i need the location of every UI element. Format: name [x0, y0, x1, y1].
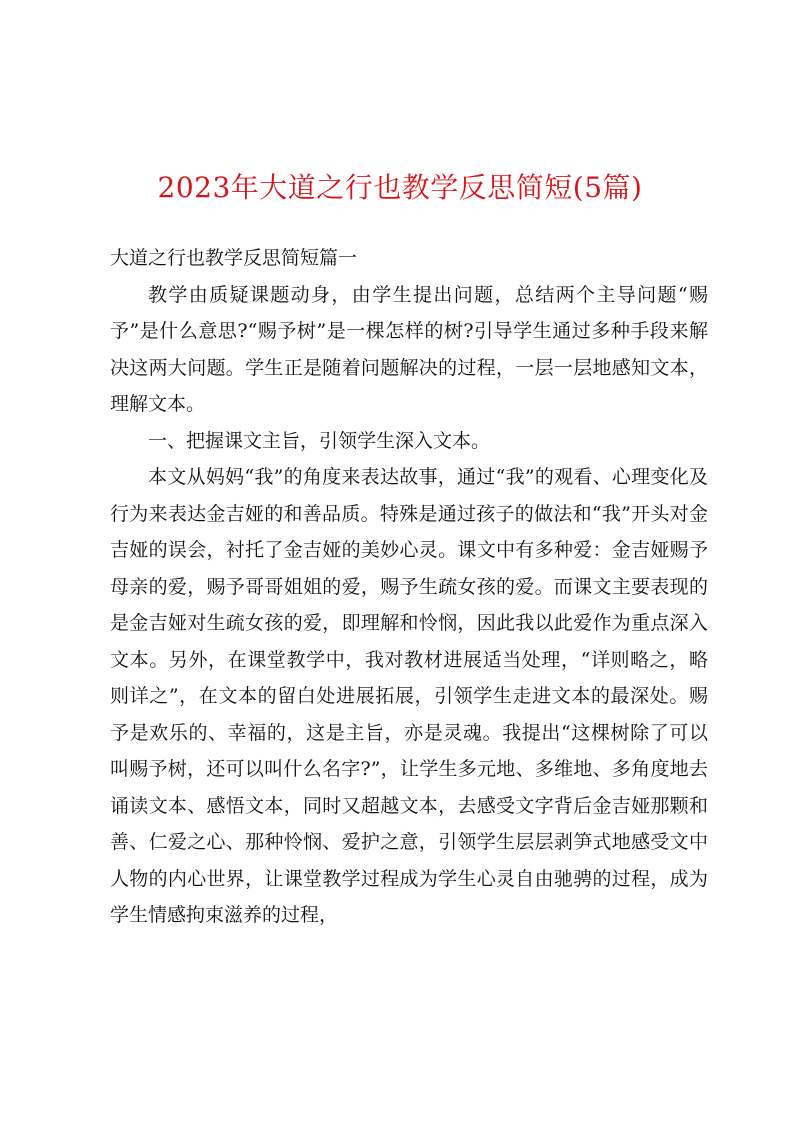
document-body — [110, 240, 708, 934]
document-title: 2023年大道之行也教学反思简短(5篇) — [157, 171, 643, 204]
paragraph-point-one: 一、把握课文主旨，引领学生深入文本。 — [148, 429, 491, 452]
paragraph-analysis: 本文从妈妈“我”的角度来表达故事，通过“我”的观看、心理变化及行为来表达金吉娅的和善品质。特殊是通过孩子的做法和“我”开头对金吉娅的误会，衬托了金吉娅的美妙心灵。课文中有多种爱：金吉娅赐予母亲的爱，赐予哥哥姐姐的爱，赐予生疏女孩的爱。而课文主要表现的是金吉娅对生疏女孩的爱，即理解和怜悯，因此我以此爱作为重点深入文本。另外，在课堂教学中，我对教材进展适当处理，“详则略之，略则详之”，在文本的留白处进展拓展，引领学生走进文本的最深处。赐予是欢乐的、幸福的，这是主旨，亦是灵魂。我提出“这棵树除了可以叫赐予树，还可以叫什么名字?”，让学生多元地、多维地、多角度地去诵读文本、感悟文本，同时又超越文本，去感受文字背后金吉娅那颗和善、仁爱之心、那种怜悯、爱护之意，引领学生层层剥笋式地感受文中人物的内心世界，让课堂教学过程成为学生心灵自由驰骋的过程，成为学生情感拘束滋养的过程， — [110, 466, 708, 926]
paragraph-intro: 教学由质疑课题动身，由学生提出问题，总结两个主导问题“赐予”是什么意思?“赐予树”是一棵怎样的树?引导学生通过多种手段来解决这两大问题。学生正是随着问题解决的过程，一层一层地感知文本，理解文本。 — [110, 283, 708, 415]
section-heading: 大道之行也教学反思简短篇一 — [110, 247, 358, 269]
